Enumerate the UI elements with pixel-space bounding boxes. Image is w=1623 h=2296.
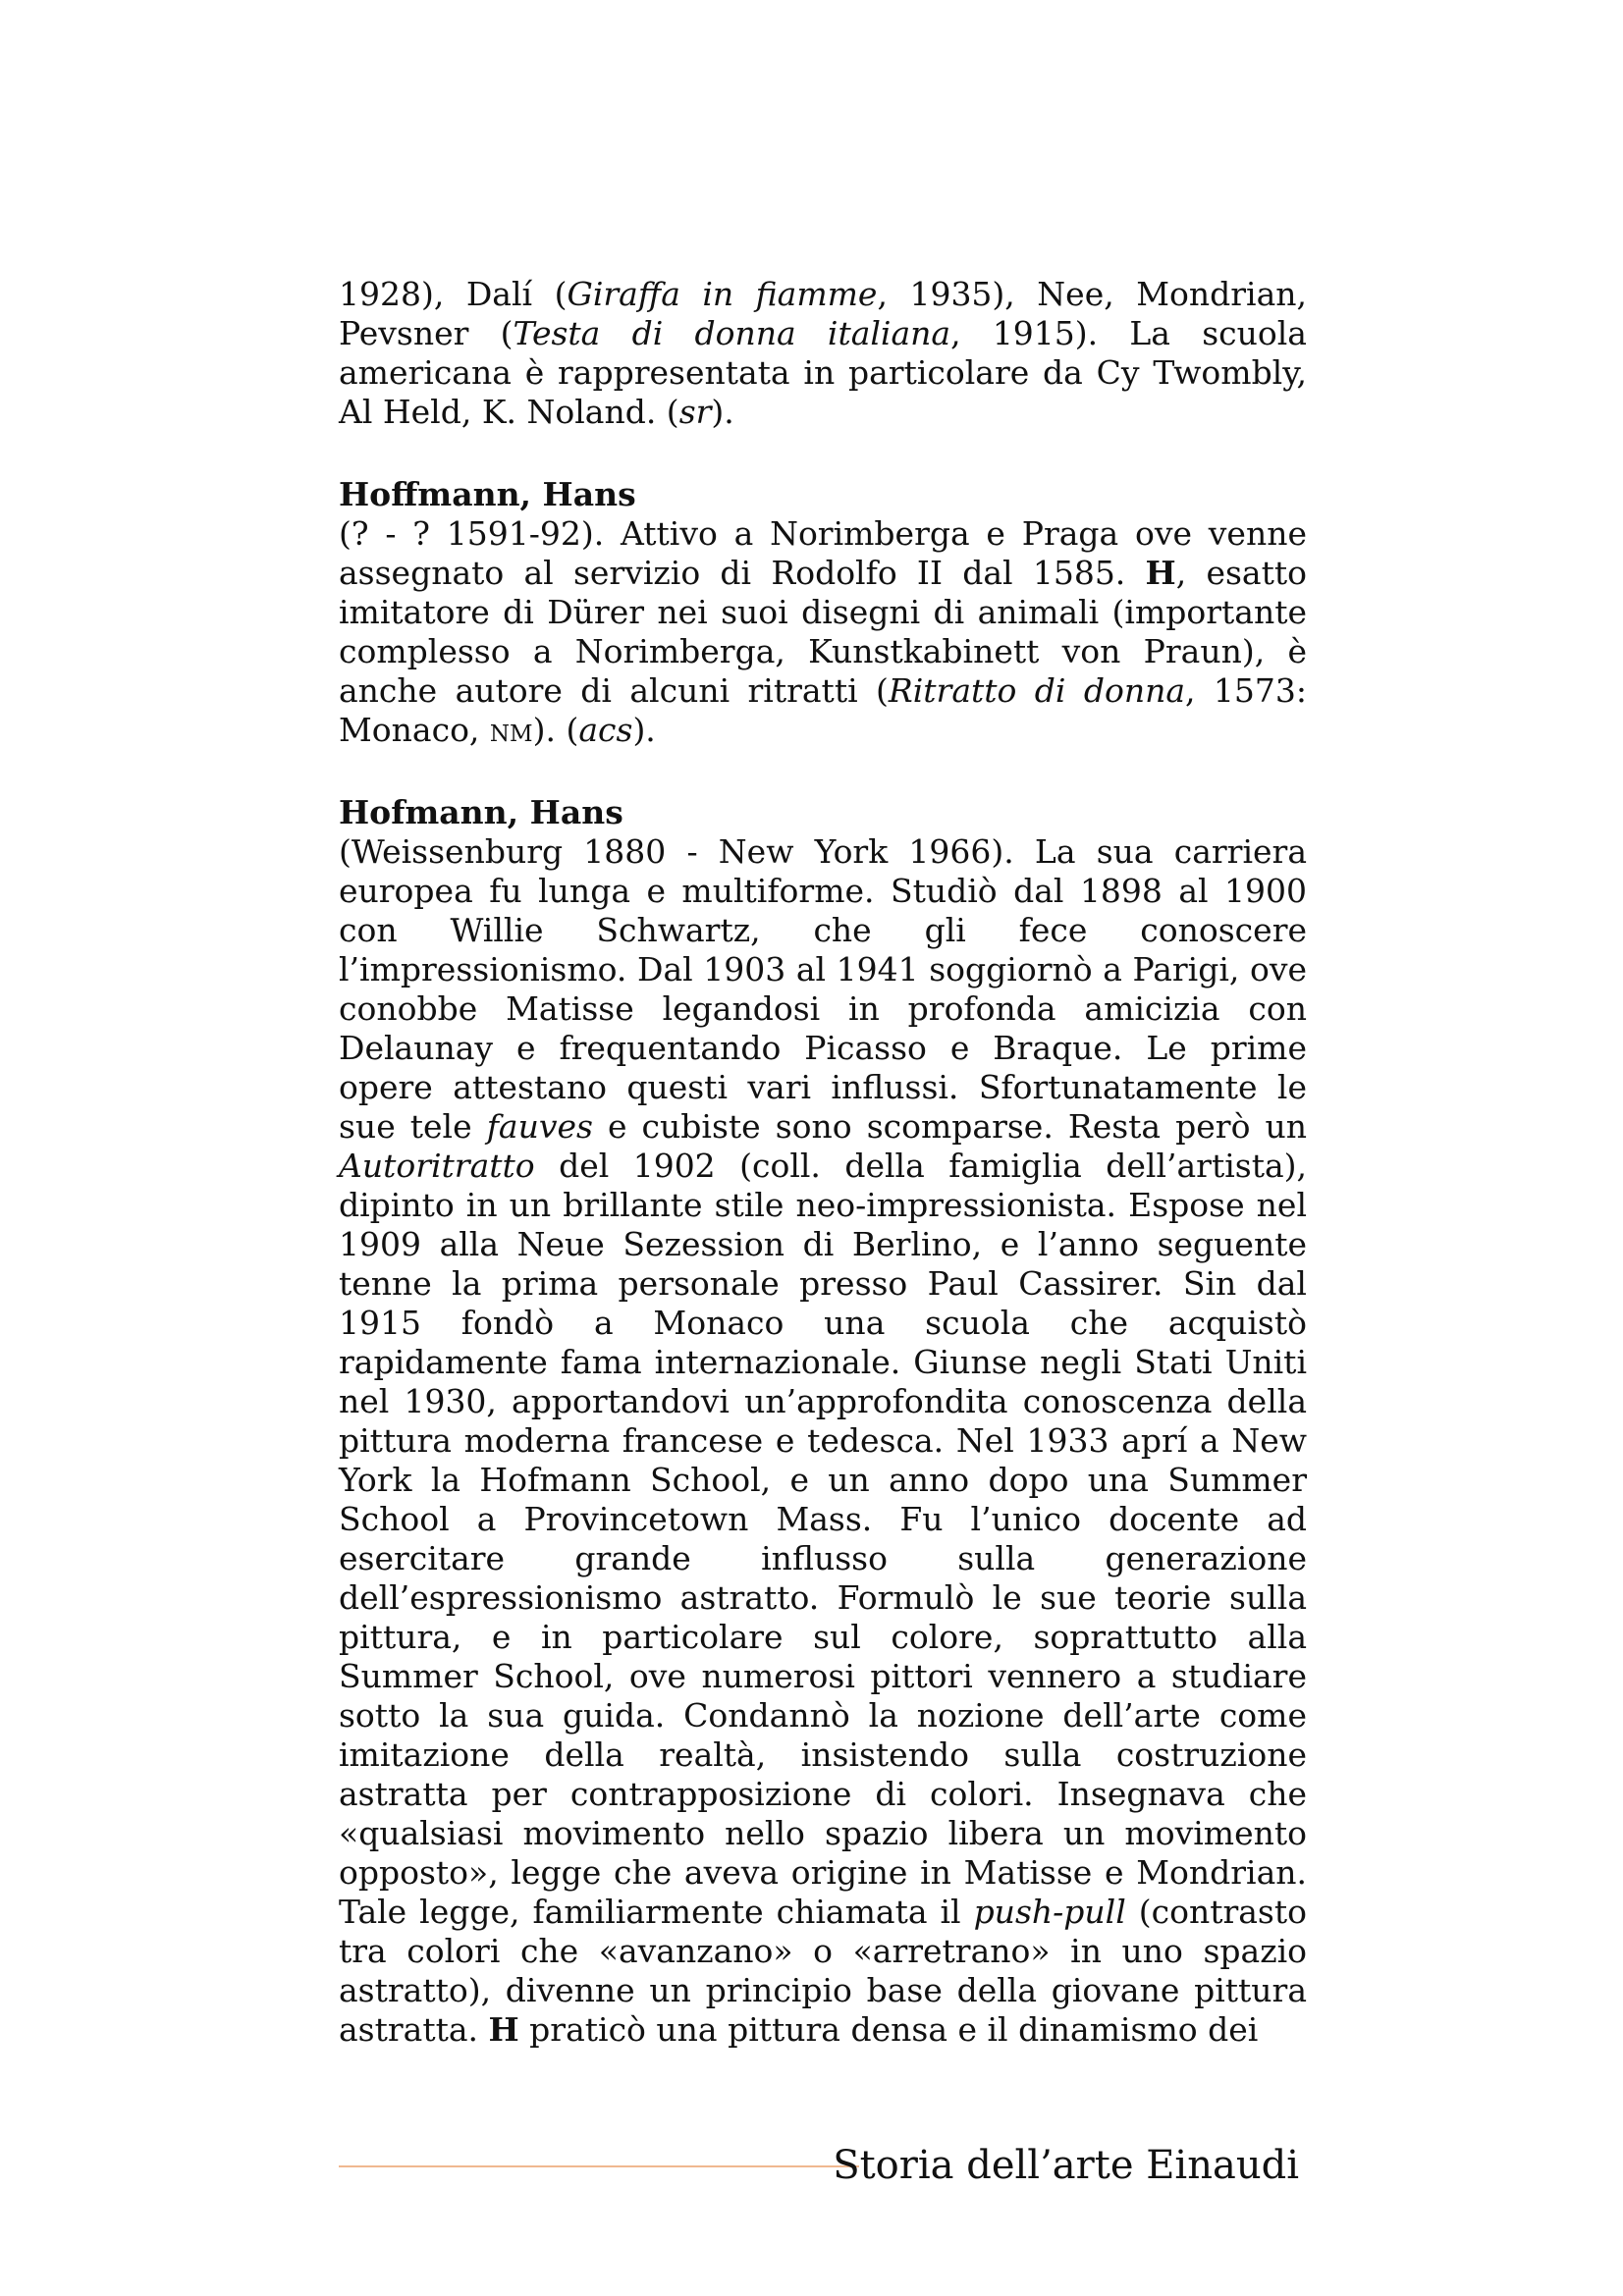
text-run: 1928), Dalí ( <box>339 275 568 313</box>
author-initials: acs <box>578 711 633 749</box>
text-run: praticò una pittura densa e il dinamismo dei <box>518 2010 1259 2049</box>
artwork-title: Giraffa in fiamme <box>567 275 878 313</box>
entry-initial: H <box>1145 554 1176 592</box>
museum-abbreviation: nm <box>489 711 533 749</box>
text-run: ). <box>711 393 734 431</box>
text-run: , 1935), Nee, Mondrian, Pevsner ( <box>339 275 1307 352</box>
italic-term: fauves <box>486 1107 593 1146</box>
artwork-title: Ritratto di donna <box>888 671 1186 710</box>
author-initials: sr <box>678 393 712 431</box>
text-run: del 1902 (coll. della famiglia dell’artista), dipinto in un brillante stile neo-impressionista. Espose nel 1909 alla Neue Sezession di Berlino, e l’anno seguente tenne la prima personale presso Paul Cassirer. Sin dal 1915 fondò a Monaco una scuola che acquistò rapidamente fama internazionale. Giunse negli Stati Uniti nel 1930, apportandovi un’approfondita conoscenza della pittura moderna francese e tedesca. Nel 1933 aprí a New York la Hofmann School, e un anno dopo una Summer School a Provincetown Mass. Fu l’unico docente ad esercitare grande influsso sulla generazione dell’espressionismo astratto. Formulò le sue teorie sulla pittura, e in particolare sul colore, soprattutto alla Summer School, ove numerosi pittori vennero a studiare sotto la sua guida. Condannò la nozione dell’arte come imitazione della realtà, insistendo sulla costruzione astratta per contrapposizione di colori. Insegnava che «qualsiasi movimento nello spazio libera un movimento opposto», legge che aveva origine in Matisse e Mondrian. Tale legge, familiarmente chiamata il <box>339 1147 1307 1931</box>
text-run: ). <box>632 711 656 749</box>
text-run: (Weissenburg 1880 - New York 1966). La sua carriera europea fu lunga e multiforme. Studiò dal 1898 al 1900 con Willie Schwartz, che gli fece conoscere l’impressionismo. Dal 1903 al 1941 soggiornò a Parigi, ove conobbe Matisse legandosi in profonda amicizia con Delaunay e frequentando Picasso e Braque. Le prime opere attestano questi vari influssi. Sfortunatamente le sue tele <box>339 832 1307 1146</box>
text-run: , 1915). La scuola americana è rappresentata in particolare da Cy Twombly, Al Held, K. Noland. ( <box>339 314 1307 431</box>
text-column <box>339 275 1307 2050</box>
text-run: , 1573: Monaco, <box>339 671 1307 749</box>
entry-body-hoffmann <box>339 514 1307 750</box>
artwork-title: Testa di donna italiana <box>513 314 951 352</box>
footer-rule <box>339 2165 859 2167</box>
continuation-paragraph <box>339 275 1307 432</box>
entry-initial: H <box>488 2010 519 2049</box>
text-run: (? - ? 1591-92). Attivo a Norimberga e Praga ove venne assegnato al servizio di Rodolfo II dal 1585. <box>339 514 1307 592</box>
italic-term: push-pull <box>973 1893 1126 1931</box>
footer-title: Storia dell’arte Einaudi <box>833 2143 1299 2188</box>
text-run: ). ( <box>532 711 579 749</box>
text-run: e cubiste sono scomparse. Resta però un <box>592 1107 1307 1146</box>
entry-body-hofmann <box>339 832 1307 2050</box>
text-run: (contrasto tra colori che «avanzano» o «arretrano» in uno spazio astratto), divenne un principio base della giovane pittura astratta. <box>339 1893 1307 2049</box>
artwork-title: Autoritratto <box>339 1147 535 1185</box>
entry-heading-hoffmann: Hoffmann, Hans <box>339 475 636 513</box>
entry-heading-hofmann: Hofmann, Hans <box>339 793 623 831</box>
text-run: , esatto imitatore di Dürer nei suoi disegni di animali (importante complesso a Norimberga, Kunstkabinett von Praun), è anche autore di alcuni ritratti ( <box>339 554 1307 710</box>
